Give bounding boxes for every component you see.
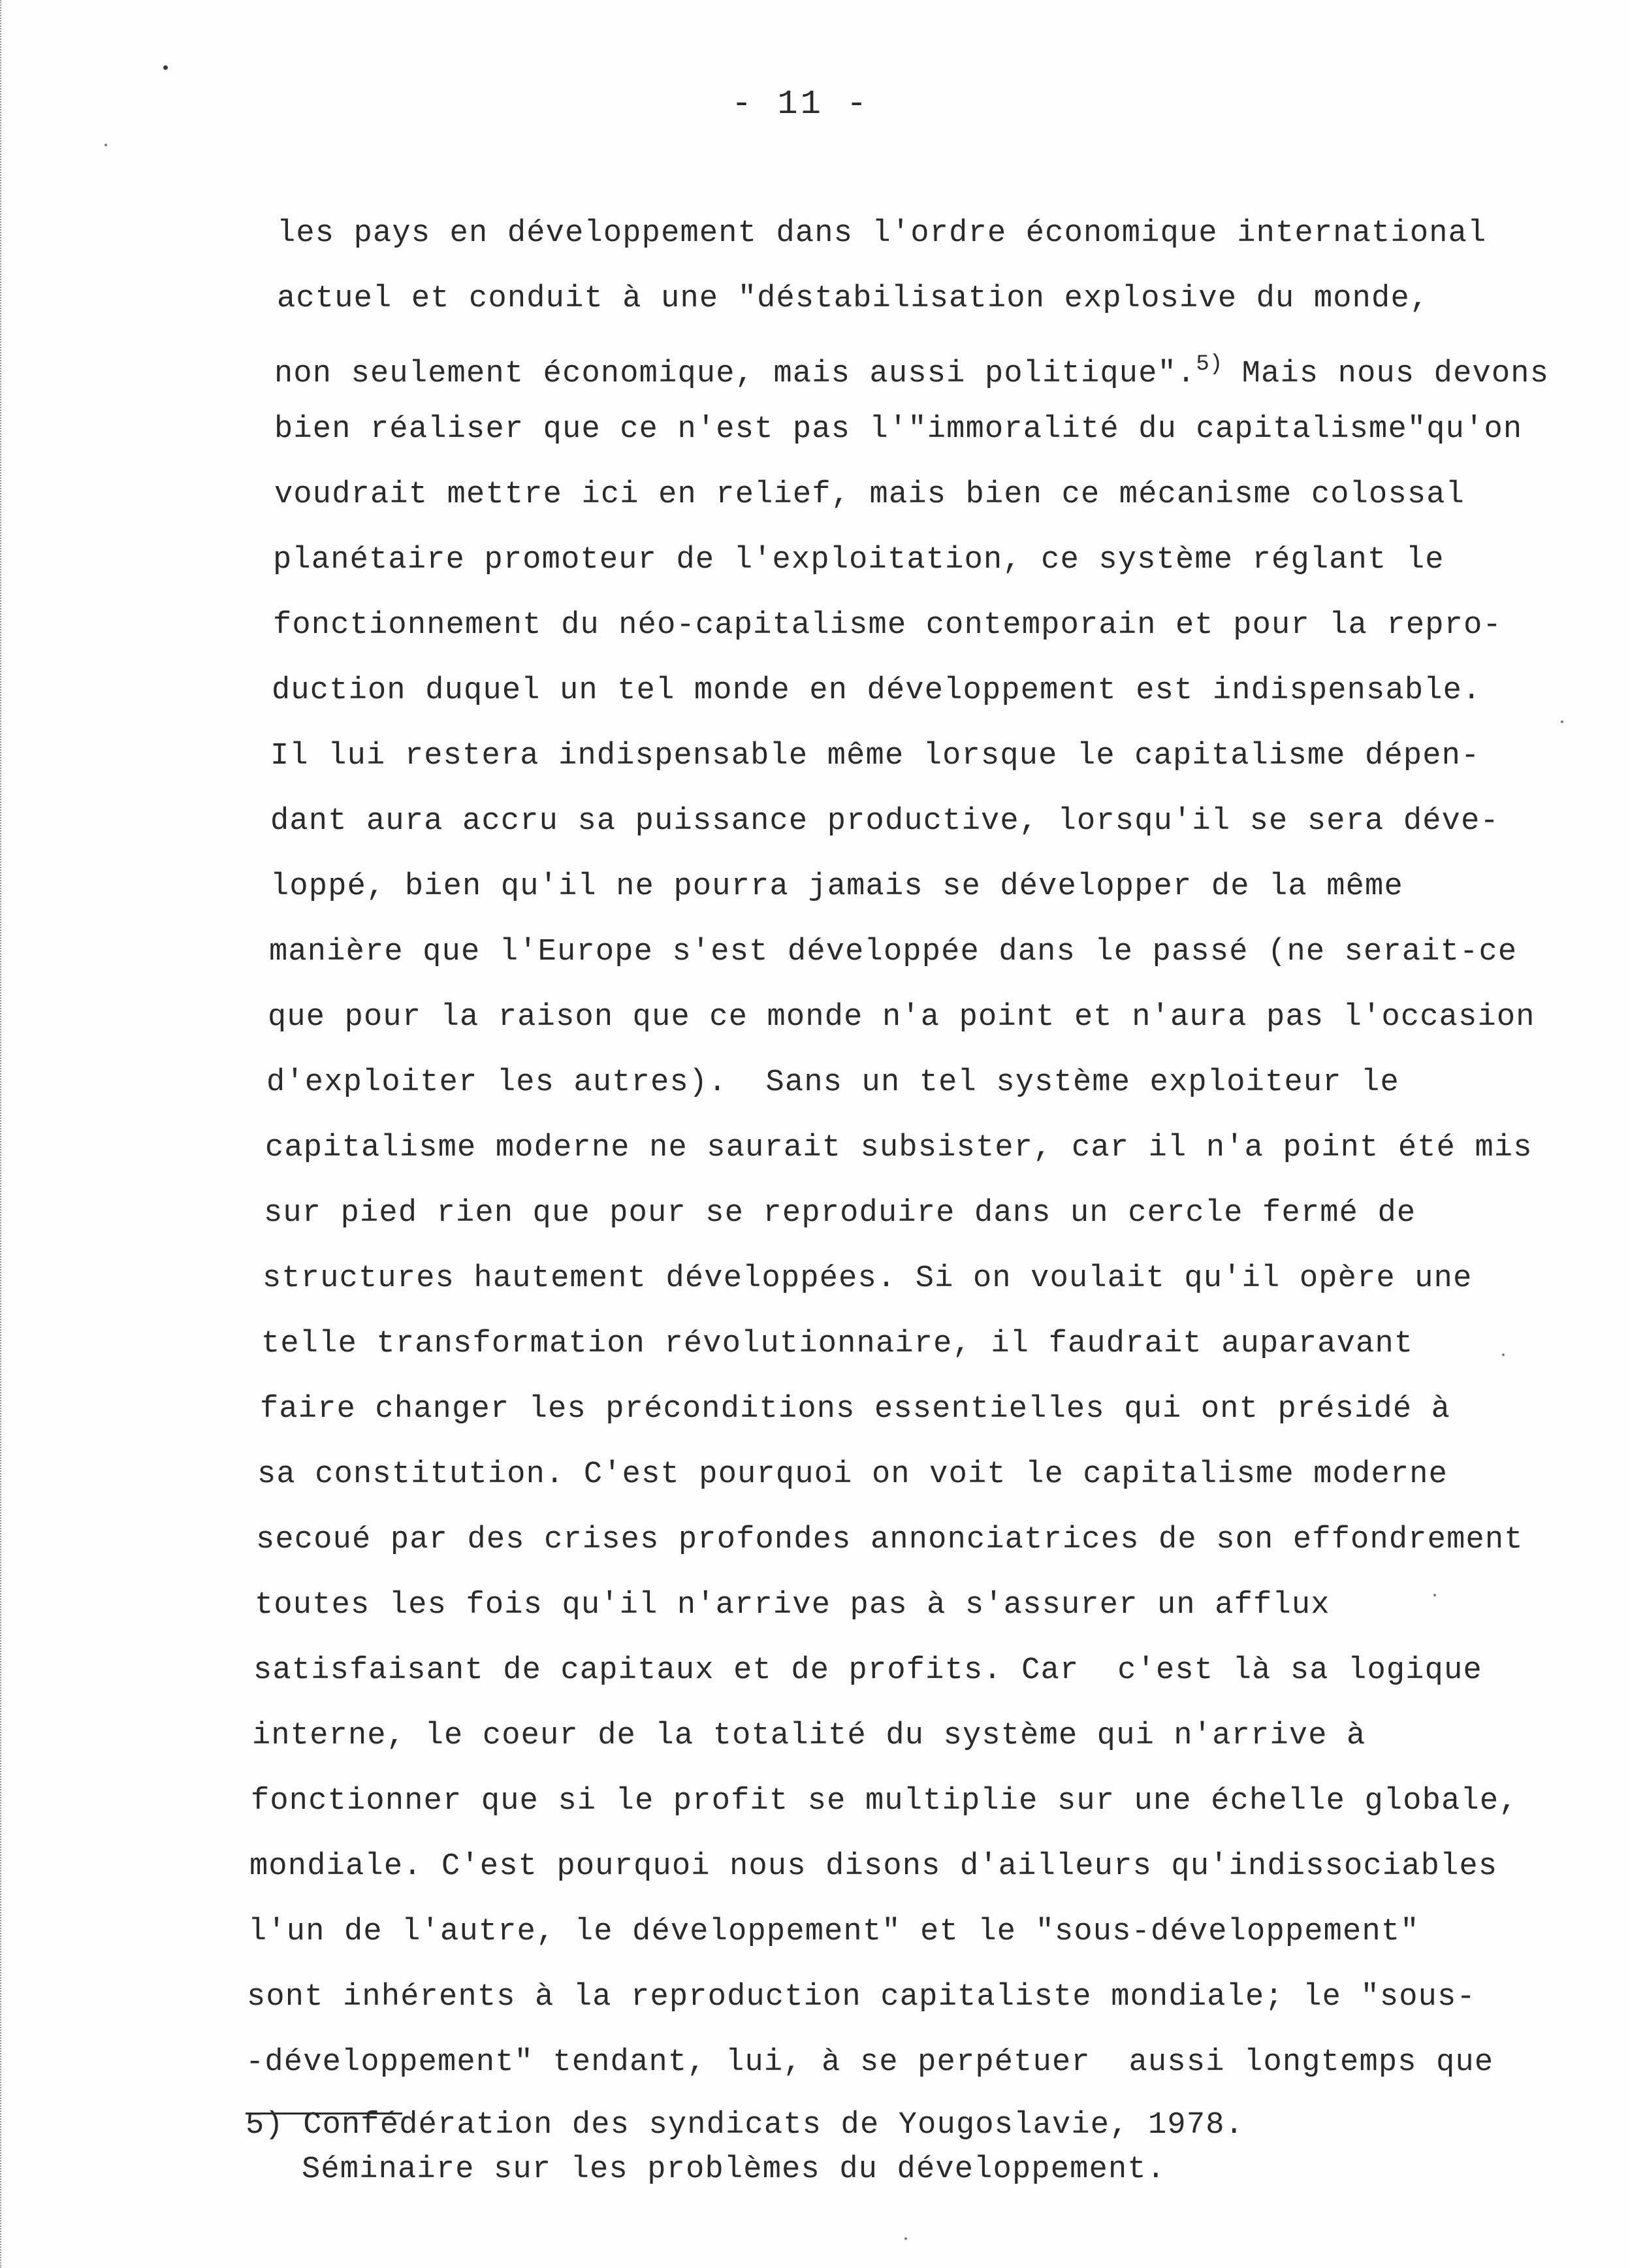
body-line: fonctionnement du néo-capitalisme contemporain et pour la repro-: [273, 608, 1502, 643]
ink-speck: [163, 65, 168, 70]
body-line: sa constitution. C'est pourquoi on voit le capitalisme moderne: [257, 1457, 1448, 1492]
body-line: satisfaisant de capitaux et de profits. Car c'est là sa logique: [253, 1653, 1482, 1688]
body-line: toutes les fois qu'il n'arrive pas à s'assurer un afflux: [255, 1588, 1330, 1623]
scan-edge: [0, 0, 4, 2268]
body-line-continuation: Mais nous devons: [1222, 357, 1550, 391]
ink-speck: [904, 2237, 907, 2240]
body-line: l'un de l'autre, le développement" et le "sous-développement": [248, 1915, 1420, 1949]
ink-speck: [104, 144, 107, 146]
body-line-text: non seulement économique, mais aussi politique".: [274, 357, 1196, 391]
ink-speck: [1502, 1353, 1505, 1356]
body-line: bien réaliser que ce n'est pas l'"immoralité du capitalisme"qu'on: [274, 412, 1523, 447]
body-line: loppé, bien qu'il ne pourra jamais se développer de la même: [270, 869, 1403, 904]
body-line: que pour la raison que ce monde n'a point et n'aura pas l'occasion: [268, 1000, 1535, 1035]
ink-speck: [1433, 1594, 1436, 1596]
body-line: planétaire promoteur de l'exploitation, ce système réglant le: [273, 543, 1445, 577]
body-line: structures hautement développées. Si on voulait qu'il opère une: [263, 1261, 1473, 1296]
body-line: telle transformation révolutionnaire, il faudrait auparavant: [261, 1327, 1414, 1361]
body-line: dant aura accru sa puissance productive, lorsqu'il se sera déve-: [270, 804, 1499, 839]
body-line: les pays en développement dans l'ordre économique international: [277, 216, 1487, 251]
page-number: - 11 -: [731, 85, 870, 123]
body-line: d'exploiter les autres). Sans un tel système exploiteur le: [266, 1065, 1399, 1100]
body-line: duction duquel un tel monde en développement est indispensable.: [272, 673, 1482, 708]
body-line: capitalisme moderne ne saurait subsister, car il n'a point été mis: [265, 1131, 1533, 1165]
body-line: actuel et conduit à une "déstabilisation explosive du monde,: [277, 282, 1430, 316]
body-line: manière que l'Europe s'est développée dans le passé (ne serait-ce: [269, 935, 1518, 969]
footnote-line: [246, 2106, 1244, 2145]
body-line: fonctionner que si le profit se multiplie sur une échelle globale,: [251, 1784, 1518, 1819]
body-line: Il lui restera indispensable même lorsque le capitalisme dépen-: [270, 739, 1480, 773]
body-line: sur pied rien que pour se reproduire dans un cercle fermé de: [264, 1196, 1416, 1231]
body-line: voudrait mettre ici en relief, mais bien ce mécanisme colossal: [274, 478, 1465, 512]
footnote-marker: 5): [246, 2108, 284, 2143]
footnote-text: Confédération des syndicats de Yougoslavie, 1978.: [303, 2108, 1245, 2143]
body-line: interne, le coeur de la totalité du système qui n'arrive à: [252, 1719, 1366, 1753]
ink-speck: [1561, 721, 1563, 723]
footnote-line: Séminaire sur les problèmes du développement.: [302, 2152, 1166, 2187]
footnote-reference: 5): [1196, 352, 1223, 377]
body-line: -développement" tendant, lui, à se perpétuer aussi longtemps que: [246, 2045, 1494, 2080]
body-line: sont inhérents à la reproduction capitaliste mondiale; le "sous-: [247, 1980, 1476, 2015]
body-line: faire changer les préconditions essentielles qui ont présidé à: [260, 1392, 1451, 1427]
body-line: secoué par des crises profondes annonciatrices de son effondrement: [256, 1523, 1524, 1557]
body-line-with-footnote: [274, 345, 1549, 394]
body-line: mondiale. C'est pourquoi nous disons d'ailleurs qu'indissociables: [249, 1849, 1498, 1884]
